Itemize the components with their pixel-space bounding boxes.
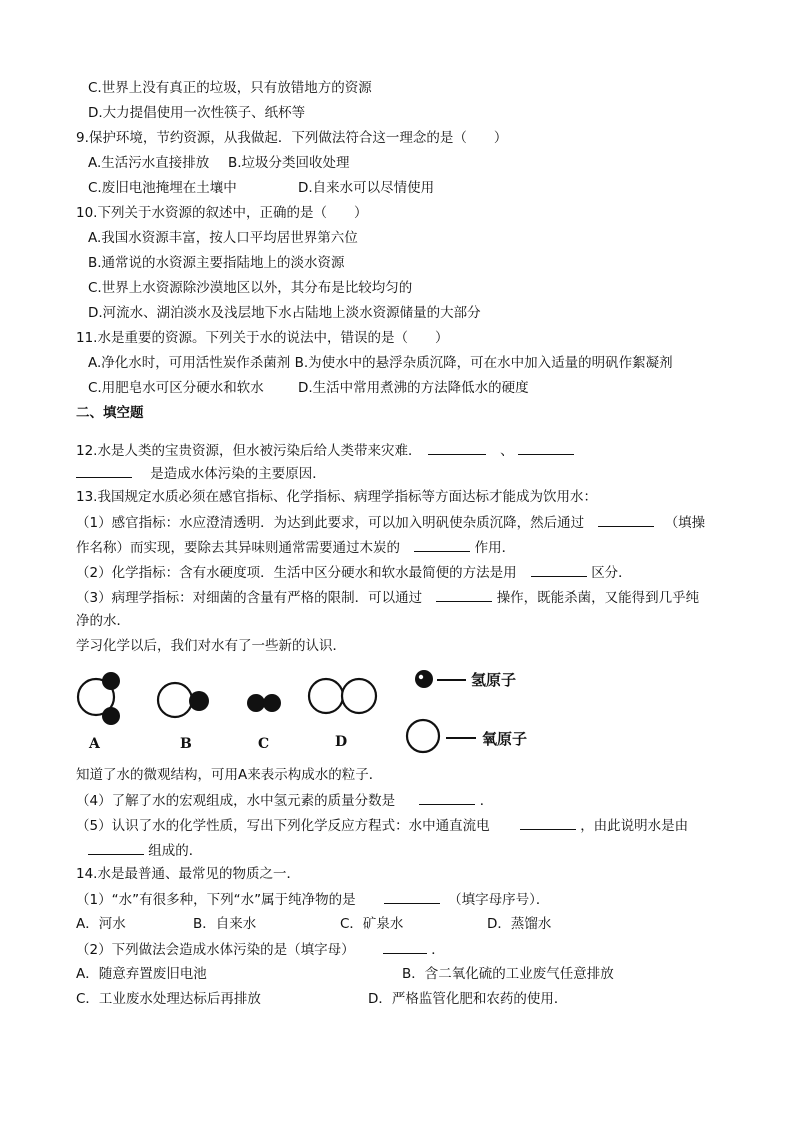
q13-after-figure: 知道了水的微观结构，可用A来表示构成水的粒子． — [76, 767, 383, 783]
molecule-b — [158, 683, 209, 717]
q13-part3-text-a: （3）病理学指标：对细菌的含量有严格的限制．可以通过 — [76, 590, 423, 606]
q14-part1-blank[interactable] — [384, 889, 440, 904]
q13-part1-text-b: （填操 — [664, 515, 706, 531]
q13-part4 — [76, 790, 493, 810]
q14-stem: 14.水是最普通、最常见的物质之一． — [76, 866, 300, 882]
legend-hydrogen-label: 氢原子 — [471, 671, 517, 689]
molecule-c — [247, 694, 281, 712]
q8-option-c: C.世界上没有真正的垃圾，只有放错地方的资源 — [88, 80, 372, 96]
q13-intro: 学习化学以后，我们对水有了一些新的认识． — [76, 638, 346, 654]
q9-stem: 9.保护环境，节约资源，从我做起．下列做法符合这一理念的是（ ） — [76, 130, 508, 146]
q14-part1-option-d: D．蒸馏水 — [487, 916, 552, 932]
molecule-b-oxygen-atom — [158, 683, 192, 717]
q13-part5-line1 — [76, 815, 688, 835]
legend-oxygen-label: 氧原子 — [482, 730, 528, 748]
molecule-label-c: C — [258, 736, 270, 752]
q14-part2-text-a: （2）下列做法会造成水体污染的是（填字母） — [76, 942, 355, 958]
molecule-a — [78, 672, 120, 725]
q14-part2-option-a: A．随意弃置废旧电池 — [76, 966, 207, 982]
q9-option-d: D.自来水可以尽情使用 — [298, 180, 435, 196]
molecule-d-oxygen-atom-1 — [309, 679, 343, 713]
q14-part2-option-c: C．工业废水处理达标后再排放 — [76, 991, 261, 1007]
legend-oxygen-atom-icon — [407, 720, 439, 752]
q14-part2-blank[interactable] — [383, 939, 427, 954]
legend-hydrogen-atom-icon — [415, 670, 433, 688]
q14-part2-option-b: B．含二氧化硫的工业废气任意排放 — [402, 966, 614, 982]
q14-part1 — [76, 889, 549, 909]
legend-oxygen — [407, 720, 476, 752]
q9-option-b: B.垃圾分类回收处理 — [228, 155, 350, 171]
q12-text: 12.水是人类的宝贵资源，但水被污染后给人类带来灾难． — [76, 443, 422, 459]
q13-part5-blank-1[interactable] — [520, 815, 576, 830]
molecule-a-hydrogen-atom-1 — [102, 672, 120, 690]
q11-option-d: D.生活中常用煮沸的方法降低水的硬度 — [298, 380, 529, 396]
q13-part2-text-b: 区分． — [591, 565, 632, 581]
q12-separator: 、 — [500, 443, 514, 459]
molecule-c-hydrogen-atom-2 — [263, 694, 281, 712]
q9-option-c: C.废旧电池掩埋在土壤中 — [88, 180, 237, 196]
q10-option-b: B.通常说的水资源主要指陆地上的淡水资源 — [88, 255, 345, 271]
q13-part1-text-c: 作名称）而实现，要除去其异味则通常需要通过木炭的 — [76, 540, 400, 556]
q14-part1-option-c: C．矿泉水 — [340, 916, 404, 932]
q14-part1-text-b: （填字母序号）． — [448, 892, 550, 908]
q14-part2-text-b: ． — [431, 942, 445, 958]
q10-stem: 10.下列关于水资源的叙述中，正确的是（ ） — [76, 205, 368, 221]
q10-option-d: D.河流水、湖泊淡水及浅层地下水占陆地上淡水资源储量的大部分 — [88, 305, 481, 321]
q10-option-c: C.世界上水资源除沙漠地区以外，其分布是比较均匀的 — [88, 280, 413, 296]
molecule-label-a: A — [89, 736, 100, 752]
q13-part1-text-a: （1）感官指标：水应澄清透明．为达到此要求，可以加入明矾使杂质沉降，然后通过 — [76, 515, 585, 531]
q12-text-2: 是造成水体污染的主要原因． — [150, 466, 326, 482]
q13-part5-line2 — [88, 840, 202, 860]
q13-part5-text-b: ，由此说明水是由 — [580, 818, 689, 834]
molecule-label-d: D — [335, 734, 348, 750]
q13-part1-text-d: 作用． — [474, 540, 516, 556]
q14-part1-option-b: B．自来水 — [193, 916, 257, 932]
molecule-b-hydrogen-atom — [189, 691, 209, 711]
q14-part2 — [76, 939, 445, 959]
q13-stem: 13.我国规定水质必须在感官指标、化学指标、病理学指标等方面达标才能成为饮用水： — [76, 489, 597, 505]
q13-part5-text-a: （5）认识了水的化学性质，写出下列化学反应方程式：水中通直流电 — [76, 818, 490, 834]
q13-part3-line2: 净的水． — [76, 613, 130, 629]
q13-part2-text-a: （2）化学指标：含有水硬度项．生活中区分硬水和软水最简便的方法是用 — [76, 565, 517, 581]
q13-part5-blank-2[interactable] — [88, 840, 144, 855]
molecule-d — [309, 679, 376, 713]
q13-part4-blank[interactable] — [419, 790, 475, 805]
q13-part3-text-b: 操作，既能杀菌，又能得到几乎纯 — [496, 590, 700, 606]
q14-part1-option-a: A．河水 — [76, 916, 126, 932]
q13-part4-text-a: （4）了解了水的宏观组成，水中氢元素的质量分数是 — [76, 793, 396, 809]
molecule-c-hydrogen-atom-1 — [247, 694, 265, 712]
q11-option-ab: A.净化水时，可用活性炭作杀菌剂 B.为使水中的悬浮杂质沉降，可在水中加入适量的明矾作絮凝剂 — [88, 355, 673, 371]
legend-hydrogen — [415, 670, 466, 688]
q11-stem: 11.水是重要的资源。下列关于水的说法中，错误的是（ ） — [76, 330, 449, 346]
q14-part1-text-a: （1）“水”有很多种，下列“水”属于纯净物的是 — [76, 892, 356, 908]
section-heading-fill-in: 二、填空题 — [76, 405, 144, 421]
q13-part4-text-b: ． — [479, 793, 494, 809]
q13-part5-text-c: 组成的． — [148, 843, 203, 859]
q8-option-d: D.大力提倡使用一次性筷子、纸杯等 — [88, 105, 306, 121]
q11-option-c: C.用肥皂水可区分硬水和软水 — [88, 380, 264, 396]
molecule-label-b: B — [180, 736, 192, 752]
q14-part2-option-d: D．严格监管化肥和农药的使用． — [368, 991, 568, 1007]
molecule-a-hydrogen-atom-2 — [102, 707, 120, 725]
molecule-d-oxygen-atom-2 — [342, 679, 376, 713]
q9-option-a: A.生活污水直接排放 — [88, 155, 210, 171]
q10-option-a: A.我国水资源丰富，按人口平均居世界第六位 — [88, 230, 358, 246]
